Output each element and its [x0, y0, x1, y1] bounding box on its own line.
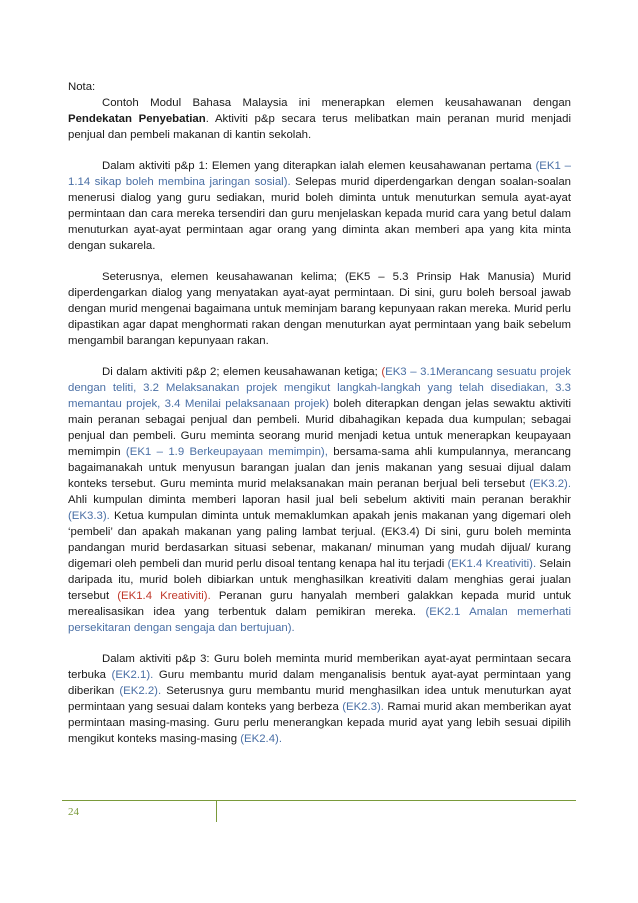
footer-rule: [62, 800, 576, 801]
ek-reference: (EK3.3).: [68, 510, 110, 522]
text: Dalam aktiviti p&p 1: Elemen yang diterapkan ialah elemen keusahawanan pertama: [102, 160, 536, 172]
paragraph-activity-1: [68, 158, 571, 254]
ek-reference: (EK2.1 Amalan memerhati persekitaran dengan sengaja dan bertujuan).: [68, 606, 571, 634]
text: Selepas murid diperdengarkan dengan soalan-soalan menerusi dialog yang guru sediakan, murid boleh diminta untuk menuturkan semula ayat-ayat permintaan dan cara mereka tersendiri dan guru menjelaskan kepada murid cara yang betul dalam menuturkan ayat-ayat permintaan agar orang yang diminta akan memberi apa yang kita minta dengan sukarela.: [68, 176, 571, 252]
text: Dalam aktiviti p&p 3: Guru boleh meminta murid memberikan ayat-ayat permintaan secara terbuka: [68, 653, 571, 681]
text: Peranan guru hanyalah memberi galakkan kepada murid untuk merealisasikan idea yang terbentuk dalam pemikiran mereka.: [68, 590, 572, 618]
ek-reference: EK3 – 3.1Merancang sesuatu projek dengan teliti, 3.2 Melaksanakan projek mengikut langkah-langkah yang telah disediakan, 3.3 memantau projek, 3.4 Menilai pelaksanaan projek): [68, 366, 571, 410]
text: Contoh Modul Bahasa Malaysia ini menerapkan elemen keusahawanan dengan: [102, 97, 571, 109]
text: Ketua kumpulan diminta untuk memaklumkan apakah jenis makanan yang digemari oleh ‘pembeli’ dan apakah makanan yang paling lambat terjual. (EK3.4) Di sini, guru boleh meminta pandangan murid berdasarkan situasi sebenar, makanan/ minuman yang mudah dijual/ kurang digemari oleh pembeli dan murid perlu disoal tentang kenapa hal itu terjadi: [68, 510, 571, 570]
paragraph-element-5: [68, 269, 571, 349]
bold-term: Pendekatan Penyebatian: [68, 113, 206, 125]
paragraph-intro: [68, 95, 571, 143]
ek-reference: (EK2.4).: [240, 733, 282, 745]
text: Selain daripada itu, murid boleh dibiarkan untuk menghasilkan kreativiti dalam menghias gerai jualan tersebut: [68, 558, 571, 602]
ek-reference: (EK1.4 Kreativiti).: [447, 558, 537, 570]
text: Ahli kumpulan diminta memberi laporan hasil jual beli sebelum aktiviti main peranan berakhir: [68, 494, 571, 506]
text: boleh diterapkan dengan jelas sewaktu aktiviti main peranan sebagai penjual dan pembeli. Murid dibahagikan kepada dua kumpulan; sebagai penjual dan pembeli. Guru meminta seorang murid menjadi ketua untuk menerapkan keupayaan memimpin: [68, 398, 572, 458]
footer-divider: [216, 800, 217, 822]
text: Seterusnya, elemen keusahawanan kelima; (EK5 – 5.3 Prinsip Hak Manusia) Murid diperdengarkan dialog yang menyatakan ayat-ayat permintaan. Di sini, guru boleh bersoal jawab dengan murid mengenai bagaimana untuk meminjam barang kepunyaan rakan mereka. Murid perlu dipastikan agar dapat menghormati rakan dengan menuturkan ayat permintaan yang baik sebelum mengambil barangan kepunyaan rakan.: [68, 271, 571, 347]
paren: (: [381, 366, 386, 378]
ek-reference: (EK1.4 Kreativiti).: [117, 590, 211, 602]
ek-reference: (EK2.1).: [111, 669, 154, 681]
paragraph-activity-2: [68, 364, 571, 636]
text: Di dalam aktiviti p&p 2; elemen keusahawanan ketiga;: [102, 366, 382, 378]
ek-reference: (EK3.2).: [529, 478, 571, 490]
ek-reference: (EK1 – 1.14 sikap boleh membina jaringan sosial).: [68, 160, 571, 188]
ek-reference: (EK1 – 1.9 Berkeupayaan memimpin),: [125, 446, 328, 458]
ek-reference: (EK2.3).: [342, 701, 384, 713]
page-number: 24: [68, 806, 79, 818]
text: Seterusnya guru membantu murid menghasilkan idea untuk menuturkan ayat permintaan yang sesuai dalam konteks yang berbeza: [68, 685, 571, 713]
text: Guru membantu murid dalam menganalisis bentuk ayat-ayat permintaan yang diberikan: [68, 669, 571, 697]
nota-label: Nota:: [68, 81, 96, 93]
text: bersama-sama ahli kumpulannya, merancang bagaimanakah untuk menyusun barangan jualan dan jenis makanan yang sesuai dijual dalam konteks tersebut. Guru meminta murid melaksanakan main peranan berjual beli tersebut: [68, 446, 572, 490]
paragraph-activity-3: [68, 651, 571, 747]
ek-reference: (EK2.2).: [119, 685, 162, 697]
text: Ramai murid akan memberikan ayat permintaan masing-masing. Guru perlu menerangkan kepada murid ayat yang lebih sesuai dipilih mengikut konteks masing-masing: [68, 701, 571, 745]
text: . Aktiviti p&p secara terus melibatkan main peranan murid menjadi penjual dan pembeli makanan di kantin sekolah.: [68, 113, 572, 141]
document-body: [68, 79, 571, 762]
